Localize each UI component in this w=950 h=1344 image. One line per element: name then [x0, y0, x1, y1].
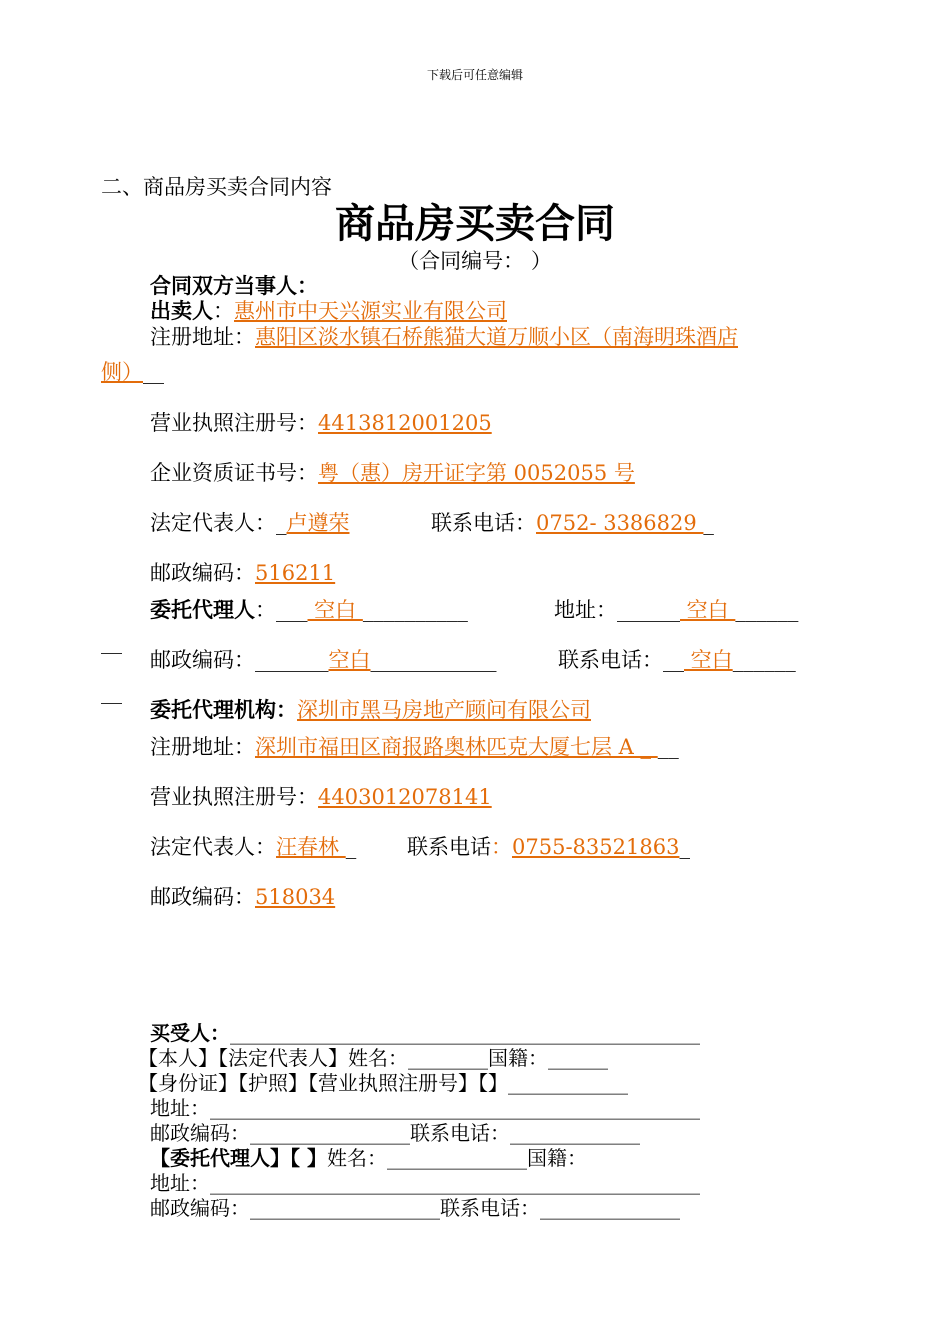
- agency-reg-addr-label: 注册地址：: [150, 735, 255, 759]
- seller-reg-addr-tail: __: [143, 360, 164, 384]
- buyer-label-blank: _______________________________________________: [230, 1021, 700, 1045]
- seller-agent-phone-line: [558, 647, 796, 673]
- seller-name: 惠州市中天兴源实业有限公司: [234, 299, 507, 323]
- seller-agent-label: 委托代理人: [150, 597, 255, 622]
- seller-agent-line: [150, 597, 468, 623]
- seller-agent-colon: ：: [255, 598, 276, 622]
- seller-license-label: 营业执照注册号：: [150, 411, 318, 435]
- seller-agent-post: __________: [362, 598, 468, 622]
- seller-qual-label: 企业资质证书号：: [150, 461, 318, 485]
- section-heading: 二、商品房买卖合同内容: [101, 175, 332, 199]
- agency-phone-tail: _: [679, 835, 690, 859]
- agency-phone-line: [407, 834, 690, 860]
- buyer-line-2: 【身份证】【护照】【营业执照注册号】【】____________: [138, 1071, 628, 1095]
- seller-agent-name: 空白: [307, 598, 363, 622]
- agency-phone: 0755-83521863: [512, 835, 680, 859]
- buyer-agent-label: 【委托代理人】【 】: [150, 1146, 327, 1170]
- seller-agent-wrap-tail: __: [101, 630, 122, 654]
- page-header-note: 下载后可任意编辑: [426, 68, 523, 82]
- seller-reg-addr-label: 注册地址：: [150, 325, 255, 349]
- seller-reg-addr-line: [150, 324, 738, 350]
- buyer-line-5: [150, 1146, 587, 1171]
- seller-agent-addr-post: ______: [735, 598, 799, 622]
- agency-label: 委托代理机构：: [150, 697, 297, 722]
- seller-agent-phone-post: ______: [732, 648, 796, 672]
- seller-rep-line: [150, 510, 350, 536]
- buyer-agent-name-line: 姓名：______________国籍：: [326, 1146, 587, 1170]
- agency-rep-name: 汪春林: [276, 835, 346, 859]
- seller-license-no: 4413812001205: [318, 411, 492, 435]
- seller-phone-tail: _: [703, 511, 714, 535]
- agency-license-no: 4403012078141: [318, 785, 492, 809]
- buyer-label-line: [150, 1021, 700, 1046]
- seller-label: 出卖人: [150, 298, 213, 323]
- seller-agent-wrap-tail-2: __: [101, 680, 122, 704]
- agency-name-line: [150, 697, 591, 723]
- agency-postal-line: [150, 884, 335, 910]
- agency-license-label: 营业执照注册号：: [150, 785, 318, 809]
- seller-reg-addr-line-2: [101, 359, 164, 385]
- seller-agent-phone-label: 联系电话：: [558, 648, 663, 672]
- seller-agent-postal-label: 邮政编码：: [150, 648, 255, 672]
- seller-agent-addr-line: [554, 597, 798, 623]
- seller-agent-postal-line: [150, 647, 497, 673]
- seller-reg-addr-1: 惠阳区淡水镇石桥熊猫大道万顺小区（南海明珠酒店: [255, 325, 738, 349]
- contract-title: 商品房买卖合同: [335, 200, 615, 247]
- seller-postal: 516211: [255, 561, 336, 585]
- agency-postal: 518034: [255, 885, 336, 909]
- parties-label: 合同双方当事人：: [150, 273, 318, 298]
- seller-agent-postal: 空白: [328, 648, 371, 672]
- buyer-label: 买受人：: [150, 1021, 230, 1045]
- seller-postal-label: 邮政编码：: [150, 561, 255, 585]
- agency-rep-label: 法定代表人：: [150, 835, 276, 859]
- seller-phone: 0752- 3386829: [536, 511, 704, 535]
- agency-reg-addr-tail: __: [657, 735, 679, 759]
- buyer-line-7: 邮政编码：___________________联系电话：______________: [150, 1196, 680, 1220]
- seller-agent-postal-post: ____________: [370, 648, 497, 672]
- seller-reg-addr-2: 侧）: [101, 360, 143, 384]
- buyer-line-1: 【本人】【法定代表人】姓名：________国籍：______: [138, 1046, 608, 1070]
- agency-phone-label: 联系电话: [407, 835, 491, 859]
- agency-phone-colon: ：: [491, 835, 512, 859]
- buyer-line-4: 邮政编码：________________联系电话：_____________: [150, 1121, 640, 1145]
- seller-agent-postal-pre: _______: [255, 648, 329, 672]
- agency-rep-line: [150, 834, 356, 860]
- buyer-line-3: 地址：_________________________________________________: [150, 1096, 700, 1120]
- seller-phone-label: 联系电话：: [431, 511, 536, 535]
- seller-agent-addr-pre: ______: [617, 598, 680, 622]
- seller-license-line: [150, 410, 492, 436]
- seller-phone-line: [431, 510, 714, 536]
- seller-postal-line: [150, 560, 335, 586]
- seller-rep-label: 法定代表人：_: [150, 511, 287, 535]
- seller-colon: ：: [213, 299, 234, 323]
- contract-number-line: （合同编号： ）: [398, 249, 552, 273]
- agency-license-line: [150, 784, 492, 810]
- seller-agent-pre: ___: [276, 598, 308, 622]
- seller-agent-addr-label: 地址：: [554, 598, 617, 622]
- agency-reg-addr: 深圳市福田区商报路奥林匹克大厦七层 A _: [255, 735, 658, 759]
- seller-qual-line: [150, 460, 635, 486]
- seller-agent-addr: 空白: [680, 598, 736, 622]
- seller-qual-no: 粤（惠）房开证字第 0052055 号: [318, 461, 635, 485]
- agency-name: 深圳市黑马房地产顾问有限公司: [297, 698, 591, 722]
- seller-agent-phone-pre: __: [663, 648, 684, 672]
- agency-postal-label: 邮政编码：: [150, 885, 255, 909]
- agency-rep-tail: _: [345, 835, 357, 859]
- seller-name-line: [150, 298, 507, 324]
- seller-agent-phone: 空白: [684, 648, 733, 672]
- seller-rep-name: 卢遵荣: [286, 511, 350, 535]
- agency-reg-addr-line: [150, 734, 679, 760]
- buyer-line-6: 地址：_________________________________________________: [150, 1171, 700, 1195]
